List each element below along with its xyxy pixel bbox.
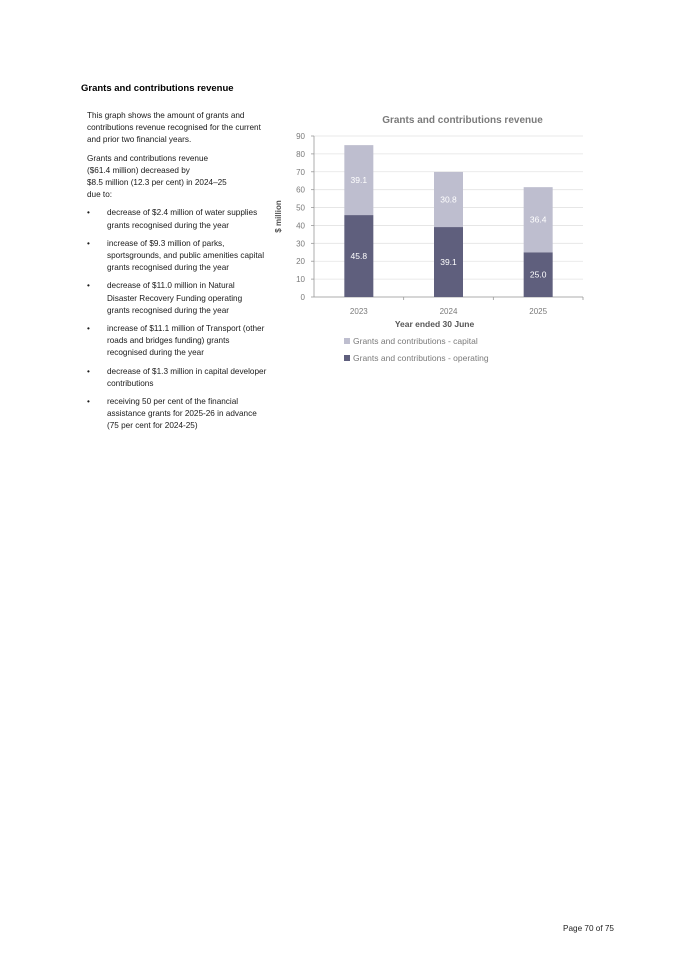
x-tick-label: 2023 [349, 307, 368, 316]
y-tick-label: 40 [296, 221, 305, 231]
section-body [87, 110, 267, 439]
page-number: Page 70 of 75 [563, 924, 614, 933]
list-item [87, 366, 267, 390]
revenue-chart [270, 108, 600, 373]
list-item [87, 396, 267, 433]
bullet-icon: • [87, 281, 90, 291]
legend-swatch [344, 338, 350, 344]
data-label: 45.8 [350, 251, 368, 262]
y-tick-label: 90 [296, 132, 305, 141]
data-label: 39.1 [350, 175, 368, 186]
bullet-icon: • [87, 397, 90, 407]
data-label: 30.8 [440, 194, 457, 205]
summary-line: Grants and contributions revenue [87, 153, 209, 163]
list-item [87, 280, 267, 317]
legend-label: Grants and contributions - capital [353, 336, 478, 346]
x-tick-label: 2025 [529, 307, 548, 316]
intro-paragraph: This graph shows the amount of grants and contributions revenue recognised for the current and prior two financial years. [87, 111, 261, 145]
list-item-text: increase of $9.3 million of parks, sportsgrounds, and public amenities capital grants recognised during the year [107, 238, 265, 273]
x-tick-label: 2024 [439, 307, 458, 316]
list-item [87, 323, 267, 360]
summary-line: $8.5 million (12.3 per cent) in 2024–25 [87, 178, 227, 188]
list-item-text: receiving 50 per cent of the financial assistance grants for 2025-26 in advance (75 per cent for 2024-25) [107, 397, 257, 431]
list-item-text: decrease of $2.4 million of water supplies grants recognised during the year [107, 208, 258, 230]
y-tick-label: 50 [296, 203, 305, 213]
data-label: 25.0 [529, 269, 547, 280]
list-item [87, 238, 267, 275]
legend-swatch [344, 355, 350, 361]
summary-paragraph [87, 153, 267, 202]
reasons-list [87, 207, 267, 432]
bullet-icon: • [87, 208, 90, 218]
summary-line: ($61.4 million) decreased by [87, 165, 190, 175]
bullet-icon: • [87, 238, 90, 248]
y-tick-label: 0 [300, 293, 305, 302]
x-axis-label: Year ended 30 June [394, 319, 475, 329]
summary-line: due to: [87, 190, 113, 200]
list-item-text: decrease of $1.3 million in capital developer contributions [107, 366, 267, 388]
revenue-chart-svg [270, 108, 600, 373]
y-tick-label: 20 [296, 257, 305, 267]
data-label: 39.1 [440, 257, 457, 268]
list-item-text: increase of $11.1 million of Transport (other roads and bridges funding) grants recognised during the year [107, 324, 265, 358]
data-label: 36.4 [529, 214, 547, 225]
y-tick-label: 80 [296, 149, 305, 159]
y-axis-label: $ million [274, 200, 283, 233]
list-item [87, 207, 267, 231]
y-tick-label: 10 [296, 275, 305, 285]
y-tick-label: 30 [296, 239, 305, 249]
list-item-text: decrease of $11.0 million in Natural Disaster Recovery Funding operating grants recognised during the year [107, 281, 243, 315]
bullet-icon: • [87, 366, 90, 376]
y-tick-label: 70 [296, 167, 305, 177]
y-tick-label: 60 [296, 185, 305, 195]
legend-label: Grants and contributions - operating [353, 353, 489, 363]
chart-title: Grants and contributions revenue [382, 115, 543, 126]
bullet-icon: • [87, 324, 90, 334]
section-heading: Grants and contributions revenue [81, 83, 234, 94]
